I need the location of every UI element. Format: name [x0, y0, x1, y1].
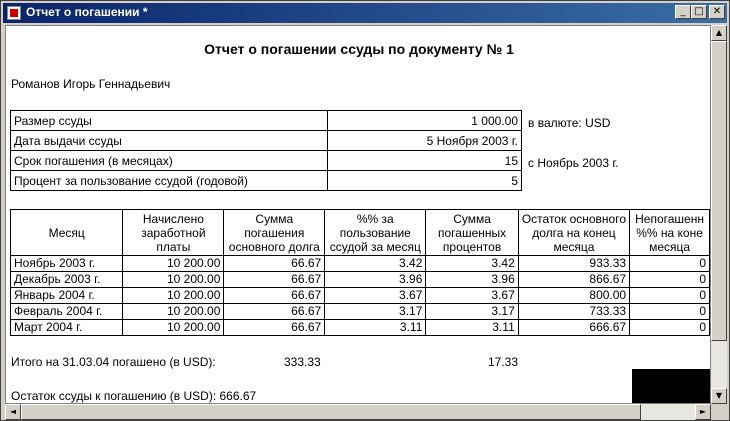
scroll-left-button[interactable]: ◄ — [5, 404, 21, 420]
title-bar[interactable] — [3, 3, 727, 23]
cell-balance: 733.33 — [518, 304, 629, 320]
cell-month: Ноябрь 2003 г. — [11, 256, 123, 272]
app-icon — [7, 6, 21, 20]
cell-interest-accrued: 3.67 — [325, 288, 426, 304]
vertical-scrollbar[interactable] — [711, 25, 727, 404]
cell-month: Январь 2004 г. — [11, 288, 123, 304]
maximize-button[interactable]: □ — [691, 5, 707, 19]
info-label: Срок погашения (в месяцах) — [11, 151, 328, 171]
cell-unpaid-interest: 0 — [630, 272, 710, 288]
cell-salary: 10 200.00 — [123, 272, 224, 288]
total-label: Итого на 31.03.04 погашено (в USD): — [11, 355, 216, 369]
total-interest: 17.33 — [488, 355, 519, 369]
cell-principal: 66.67 — [224, 256, 325, 272]
table-row — [11, 304, 710, 320]
cell-unpaid-interest: 0 — [630, 288, 710, 304]
info-row — [11, 171, 522, 191]
cell-interest-accrued: 3.11 — [325, 320, 426, 336]
scroll-down-button[interactable]: ▼ — [711, 388, 727, 404]
vertical-scroll-thumb[interactable] — [711, 41, 727, 341]
cell-unpaid-interest: 0 — [630, 320, 710, 336]
info-value: 15 — [328, 151, 522, 171]
cell-balance: 933.33 — [518, 256, 629, 272]
window-title: Отчет о погашении * — [26, 5, 148, 19]
cell-salary: 10 200.00 — [123, 288, 224, 304]
close-button[interactable]: ✕ — [709, 5, 725, 19]
info-row — [11, 151, 522, 171]
table-row — [11, 256, 710, 272]
info-value: 5 — [328, 171, 522, 191]
column-header: Непогашенн %% на коне месяца — [630, 210, 710, 256]
cell-balance: 666.67 — [518, 320, 629, 336]
black-overlay-box — [632, 369, 711, 404]
info-value: 1 000.00 — [328, 111, 522, 131]
borrower-name: Романов Игорь Геннадьевич — [11, 77, 171, 91]
total-principal: 333.33 — [284, 355, 321, 369]
cell-balance: 800.00 — [518, 288, 629, 304]
cell-interest-accrued: 3.42 — [325, 256, 426, 272]
cell-interest-paid: 3.17 — [426, 304, 518, 320]
cell-salary: 10 200.00 — [123, 256, 224, 272]
info-row — [11, 111, 522, 131]
info-label: Процент за пользование ссудой (годовой) — [11, 171, 328, 191]
column-header: Сумма погашения основного долга — [224, 210, 325, 256]
horizontal-scroll-thumb[interactable] — [21, 404, 641, 420]
cell-interest-accrued: 3.17 — [325, 304, 426, 320]
cell-interest-paid: 3.67 — [426, 288, 518, 304]
info-row — [11, 131, 522, 151]
report-content — [5, 25, 711, 404]
cell-unpaid-interest: 0 — [630, 304, 710, 320]
cell-principal: 66.67 — [224, 304, 325, 320]
column-header: Месяц — [11, 210, 123, 256]
cell-interest-accrued: 3.96 — [325, 272, 426, 288]
table-header-row — [11, 210, 710, 256]
cell-month: Декабрь 2003 г. — [11, 272, 123, 288]
info-label: Дата выдачи ссуды — [11, 131, 328, 151]
report-title: Отчет о погашении ссуды по документу № 1 — [204, 41, 514, 57]
scroll-right-button[interactable]: ► — [695, 404, 711, 420]
info-label: Размер ссуды — [11, 111, 328, 131]
repayment-table — [10, 209, 710, 336]
cell-principal: 66.67 — [224, 288, 325, 304]
column-header: %% за пользование ссудой за месяц — [325, 210, 426, 256]
info-value: 5 Ноября 2003 г. — [328, 131, 522, 151]
cell-unpaid-interest: 0 — [630, 256, 710, 272]
table-row — [11, 288, 710, 304]
cell-balance: 866.67 — [518, 272, 629, 288]
table-row — [11, 320, 710, 336]
cell-interest-paid: 3.96 — [426, 272, 518, 288]
currency-note: в валюте: USD — [528, 116, 611, 130]
column-header: Начислено заработной платы — [123, 210, 224, 256]
term-start-note: с Ноябрь 2003 г. — [528, 156, 619, 170]
column-header: Остаток основного долга на конец месяца — [518, 210, 629, 256]
cell-principal: 66.67 — [224, 272, 325, 288]
scrollbar-corner — [711, 404, 727, 420]
minimize-button[interactable]: _ — [675, 5, 691, 19]
scroll-up-button[interactable]: ▲ — [711, 25, 727, 41]
table-row — [11, 272, 710, 288]
cell-interest-paid: 3.11 — [426, 320, 518, 336]
cell-principal: 66.67 — [224, 320, 325, 336]
cell-month: Февраль 2004 г. — [11, 304, 123, 320]
loan-info-table — [10, 110, 522, 191]
cell-month: Март 2004 г. — [11, 320, 123, 336]
horizontal-scrollbar[interactable] — [5, 404, 711, 420]
remaining-balance: Остаток ссуды к погашению (в USD): 666.67 — [11, 389, 257, 403]
cell-salary: 10 200.00 — [123, 320, 224, 336]
cell-interest-paid: 3.42 — [426, 256, 518, 272]
cell-salary: 10 200.00 — [123, 304, 224, 320]
column-header: Сумма погашенных процентов — [426, 210, 518, 256]
